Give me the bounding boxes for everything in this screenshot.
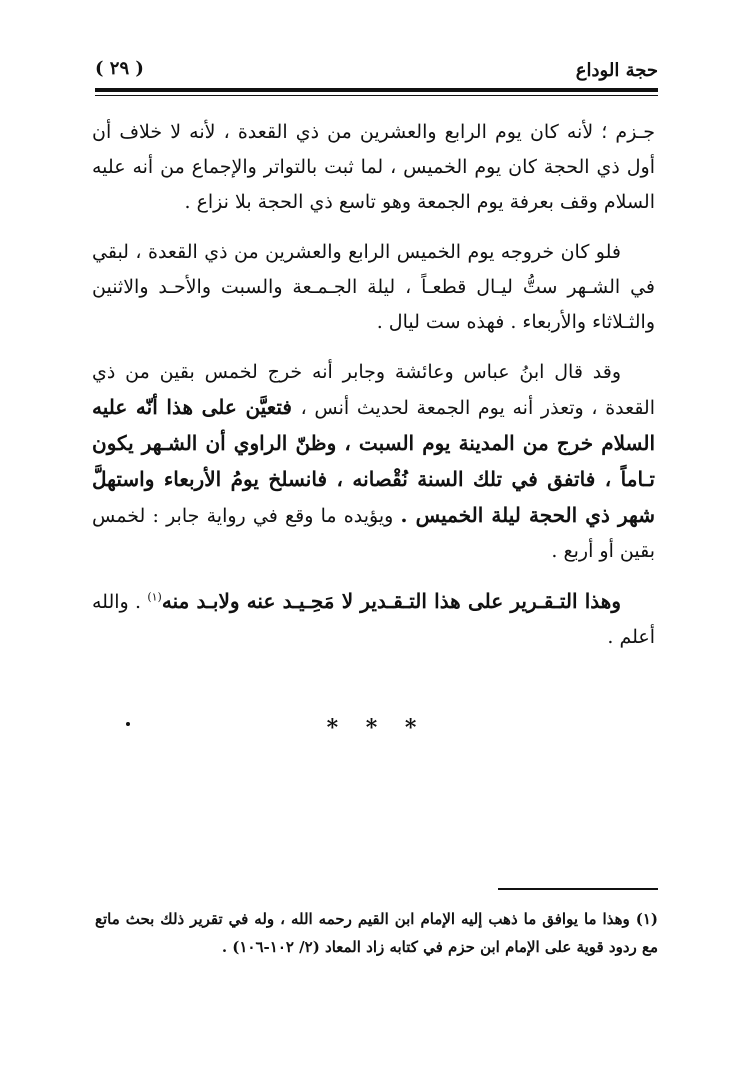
footnote: (١) وهذا ما يوافق ما ذهب إليه الإمام ابن القيم رحمه الله ، وله في تقرير ذلك بحث ماتع مع ردود قوية على الإمام ابن حزم في كتابه زاد المعاد (٢/ ١٠٢-١٠٦) . [95,910,658,956]
section-separator: * * * [326,715,427,741]
stray-dot [126,722,130,726]
page-number: ( ٢٩ ) [95,58,144,79]
paragraph-4 [92,584,655,655]
paragraph-3-bold: فتعيَّن على هذا أنّه عليه السلام خرج من المدينة يوم السبت ، وظنّ الراوي أن الشـهر يكون تـاماً ، فاتفق في تلك السنة نُقْصانه ، فانسلخ يومُ الأربعاء واستهلَّ شهر ذي الحجة ليلة الخميس . [92,395,656,527]
paragraph-4-bold: وهذا التـقـرير على هذا التـقـدير لا مَحِـيـد عنه ولابـد منه [161,589,621,613]
paragraph-3-after: ويؤيده ما وقع في رواية جابر : لخمس بقين أو أربع . [92,505,655,562]
main-text [92,115,655,670]
running-title: حجة الوداع [575,60,658,81]
paragraph-3 [92,355,655,569]
header-rule-thick [95,88,658,92]
paragraph-4-after: . والله أعلم . [92,591,655,648]
header-rule-thin [95,95,658,96]
paragraph-1 [92,115,655,220]
footnote-rule [498,888,658,890]
paragraph-3-text: وقد قال ابنُ عباس وعائشة وجابر أنه خرج لخمس بقين من ذي القعدة ، وتعذر أنه يوم الجمعة لحديث أنس ، [92,361,655,419]
paragraph-2 [92,235,655,340]
page-header [95,58,658,86]
footnote-reference: (١) [147,590,162,604]
paragraph-1-text: جـزم ؛ لأنه كان يوم الرابع والعشرين من ذي القعدة ، لأنه لا خلاف أن أول ذي الحجة كان يوم الخميس ، لما ثبت بالتواتر والإجماع من أنه عليه السلام وقف بعرفة يوم الجمعة وهو تاسع ذي الحجة بلا نزاع . [92,121,655,213]
paragraph-2-text: فلو كان خروجه يوم الخميس الرابع والعشرين من ذي القعدة ، لبقي في الشـهر ستُّ ليـال قطعـاً ، ليلة الجـمـعة والسبت والأحـد والاثنين والثـلاثاء والأربعاء . فهذه ست ليال . [92,241,655,333]
